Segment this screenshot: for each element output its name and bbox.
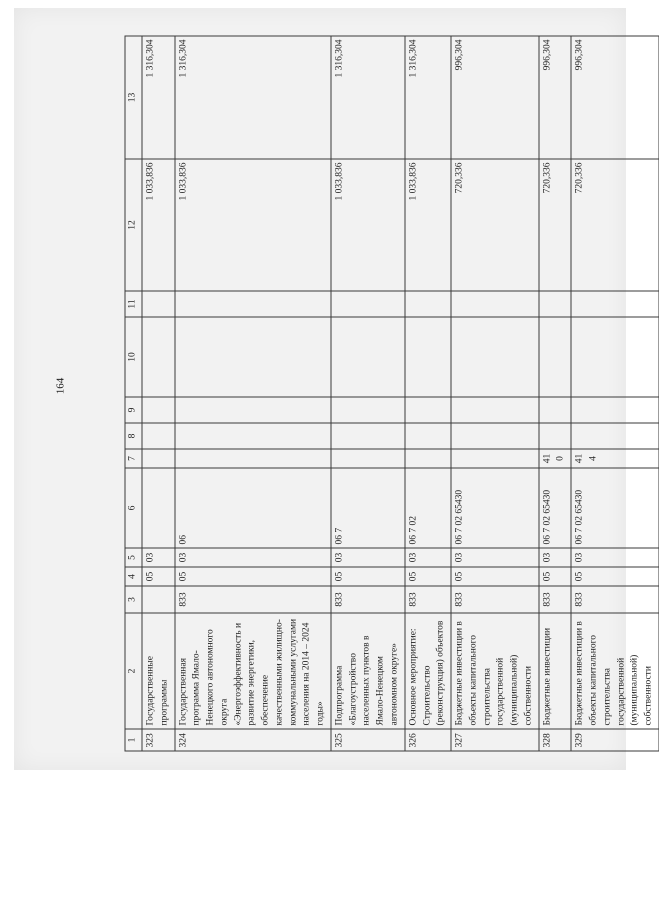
table-cell-col5: 03 bbox=[142, 548, 175, 567]
table-cell-col4: 05 bbox=[175, 567, 331, 586]
table-cell-col2: Государственные программы bbox=[142, 613, 175, 729]
table-cell-col4: 05 bbox=[331, 567, 405, 586]
table-cell-col6 bbox=[142, 468, 175, 548]
header-cell: 9 bbox=[125, 397, 142, 423]
table-cell-col3: 833 bbox=[539, 586, 572, 613]
table-cell-col3 bbox=[142, 586, 175, 613]
table-cell-col10 bbox=[142, 317, 175, 397]
table-cell-col4: 05 bbox=[451, 567, 539, 586]
table-cell-col4: 05 bbox=[539, 567, 572, 586]
table-cell-col12: 1 033,836 bbox=[175, 159, 331, 291]
table-cell-col5: 03 bbox=[571, 548, 659, 567]
table-cell-col10 bbox=[539, 317, 572, 397]
table-cell-col3: 833 bbox=[175, 586, 331, 613]
table-cell-col7 bbox=[451, 449, 539, 468]
table-cell-col6: 06 7 02 65430 bbox=[451, 468, 539, 548]
header-cell: 6 bbox=[125, 468, 142, 548]
table-cell-col4: 05 bbox=[571, 567, 659, 586]
table-cell-col6: 06 7 02 65430 bbox=[571, 468, 659, 548]
table-cell-col5: 03 bbox=[405, 548, 451, 567]
table-cell-col4: 05 bbox=[142, 567, 175, 586]
table-cell-col1: 327 bbox=[451, 729, 539, 751]
table-cell-col3: 833 bbox=[331, 586, 405, 613]
table-cell-col10 bbox=[451, 317, 539, 397]
table-cell-col8 bbox=[571, 423, 659, 449]
header-cell: 13 bbox=[125, 36, 142, 159]
table-row bbox=[331, 36, 405, 751]
table-cell-col10 bbox=[331, 317, 405, 397]
table-cell-col9 bbox=[142, 397, 175, 423]
table-body bbox=[142, 36, 659, 751]
table-cell-col11 bbox=[451, 291, 539, 317]
table-cell-col9 bbox=[451, 397, 539, 423]
table-cell-col6: 06 7 02 65430 bbox=[539, 468, 572, 548]
table-cell-col5: 03 bbox=[539, 548, 572, 567]
table-cell-col2: Бюджетные инвестиции в объекты капитального строительства государственной (муниципальной) собственности bbox=[571, 613, 659, 729]
table-cell-col8 bbox=[405, 423, 451, 449]
table-cell-col2: Бюджетные инвестиции в объекты капитального строительства государственной (муниципальной) собственности bbox=[451, 613, 539, 729]
table-cell-col11 bbox=[405, 291, 451, 317]
table-row bbox=[142, 36, 175, 751]
table-cell-col8 bbox=[539, 423, 572, 449]
table-cell-col1: 328 bbox=[539, 729, 572, 751]
table-cell-col11 bbox=[142, 291, 175, 317]
table-cell-col13: 996,304 bbox=[451, 36, 539, 159]
table-cell-col7: 410 bbox=[539, 449, 572, 468]
header-cell: 2 bbox=[125, 613, 142, 729]
table-cell-col12: 1 033,836 bbox=[142, 159, 175, 291]
table-cell-col6: 06 7 bbox=[331, 468, 405, 548]
table-cell-col13: 1 316,304 bbox=[405, 36, 451, 159]
header-cell: 5 bbox=[125, 548, 142, 567]
header-cell: 12 bbox=[125, 159, 142, 291]
table-cell-col11 bbox=[571, 291, 659, 317]
table-cell-col1: 323 bbox=[142, 729, 175, 751]
table-cell-col10 bbox=[571, 317, 659, 397]
header-cell: 1 bbox=[125, 729, 142, 751]
budget-table-rotated bbox=[125, 37, 654, 752]
table-cell-col3: 833 bbox=[571, 586, 659, 613]
table-cell-col12: 1 033,836 bbox=[331, 159, 405, 291]
budget-table bbox=[125, 36, 659, 752]
table-cell-col13: 996,304 bbox=[539, 36, 572, 159]
table-cell-col1: 325 bbox=[331, 729, 405, 751]
table-cell-col3: 833 bbox=[405, 586, 451, 613]
header-cell: 10 bbox=[125, 317, 142, 397]
header-row bbox=[125, 36, 142, 751]
table-cell-col9 bbox=[175, 397, 331, 423]
table-cell-col7 bbox=[142, 449, 175, 468]
table-cell-col2: Государственная программа Ямало-Ненецкого автономного округа «Энергоэффективность и развитие энергетики, обеспечение качественными жилищно-коммунальными услугами населения на 2014 – 2024 годы» bbox=[175, 613, 331, 729]
table-cell-col12: 720,336 bbox=[451, 159, 539, 291]
table-row bbox=[451, 36, 539, 751]
table-row bbox=[405, 36, 451, 751]
table-cell-col1: 326 bbox=[405, 729, 451, 751]
table-cell-col3: 833 bbox=[451, 586, 539, 613]
table-cell-col6: 06 7 02 bbox=[405, 468, 451, 548]
table-cell-col1: 329 bbox=[571, 729, 659, 751]
table-cell-col4: 05 bbox=[405, 567, 451, 586]
table-cell-col9 bbox=[571, 397, 659, 423]
table-cell-col9 bbox=[331, 397, 405, 423]
table-cell-col5: 03 bbox=[451, 548, 539, 567]
table-cell-col7 bbox=[405, 449, 451, 468]
header-cell: 3 bbox=[125, 586, 142, 613]
table-cell-col9 bbox=[405, 397, 451, 423]
table-cell-col7 bbox=[331, 449, 405, 468]
header-cell: 11 bbox=[125, 291, 142, 317]
table-cell-col13: 1 316,304 bbox=[331, 36, 405, 159]
table-cell-col12: 720,336 bbox=[539, 159, 572, 291]
table-cell-col13: 1 316,304 bbox=[142, 36, 175, 159]
table-row bbox=[571, 36, 659, 751]
table-cell-col10 bbox=[175, 317, 331, 397]
table-cell-col8 bbox=[142, 423, 175, 449]
table-cell-col6: 06 bbox=[175, 468, 331, 548]
table-row bbox=[539, 36, 572, 751]
table-cell-col9 bbox=[539, 397, 572, 423]
table-cell-col7: 414 bbox=[571, 449, 659, 468]
table-cell-col8 bbox=[175, 423, 331, 449]
table-cell-col5: 03 bbox=[331, 548, 405, 567]
table-cell-col5: 03 bbox=[175, 548, 331, 567]
table-cell-col11 bbox=[175, 291, 331, 317]
table-cell-col11 bbox=[331, 291, 405, 317]
table-cell-col1: 324 bbox=[175, 729, 331, 751]
table-row bbox=[175, 36, 331, 751]
header-cell: 7 bbox=[125, 449, 142, 468]
table-cell-col12: 1 033,836 bbox=[405, 159, 451, 291]
page-number: 164 bbox=[54, 377, 67, 395]
table-cell-col13: 996,304 bbox=[571, 36, 659, 159]
table-cell-col13: 1 316,304 bbox=[175, 36, 331, 159]
table-cell-col11 bbox=[539, 291, 572, 317]
table-cell-col2: Основное мероприятие: Строительство (реконструкция) объектов bbox=[405, 613, 451, 729]
table-cell-col2: Бюджетные инвестиции bbox=[539, 613, 572, 729]
header-cell: 4 bbox=[125, 567, 142, 586]
table-cell-col8 bbox=[331, 423, 405, 449]
table-cell-col12: 720,336 bbox=[571, 159, 659, 291]
table-cell-col8 bbox=[451, 423, 539, 449]
table-cell-col7 bbox=[175, 449, 331, 468]
table-cell-col2: Подпрограмма «Благоустройство населенных пунктов в Ямало-Ненецком автономном округе» bbox=[331, 613, 405, 729]
scanned-page bbox=[14, 8, 654, 770]
table-cell-col10 bbox=[405, 317, 451, 397]
header-cell: 8 bbox=[125, 423, 142, 449]
